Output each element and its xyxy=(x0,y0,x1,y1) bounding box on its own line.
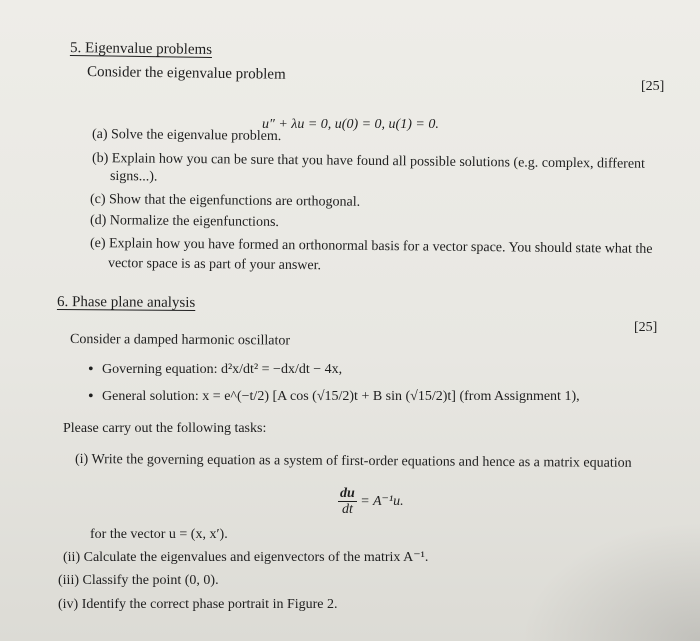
q5-intro: Consider the eigenvalue problem xyxy=(86,64,286,83)
q5-marks: [25] xyxy=(641,79,665,94)
q5-equation: u″ + λu = 0, u(0) = 0, u(1) = 0. xyxy=(262,117,439,132)
q6-general-solution: General solution: x = e^(−t/2) [A cos (√15/2)t + B sin (√15/2)t] (from Assignment 1), xyxy=(102,389,580,404)
q5-heading: 5. Eigenvalue problems xyxy=(69,40,213,58)
q6-task-ii: (ii) Calculate the eigenvalues and eigenvectors of the matrix A⁻¹. xyxy=(63,550,429,565)
matrix-equation xyxy=(338,486,404,517)
q6-heading: 6. Phase plane analysis xyxy=(56,294,196,311)
q6-task-i: (i) Write the governing equation as a system of first-order equations and hence as a matrix equation xyxy=(74,452,632,471)
q6-intro: Consider a damped harmonic oscillator xyxy=(69,332,291,349)
q6-governing-equation: Governing equation: d²x/dt² = −dx/dt − 4x, xyxy=(102,362,343,377)
bullet-icon: • xyxy=(88,388,94,405)
q6-task-iii: (iii) Classify the point (0, 0). xyxy=(58,573,219,588)
q5-part-c: (c) Show that the eigenfunctions are orthogonal. xyxy=(89,192,361,210)
q6-tasks-intro: Please carry out the following tasks: xyxy=(63,421,267,436)
matrix-equation-rhs: = A⁻¹u. xyxy=(360,494,404,509)
du-dt-fraction xyxy=(338,486,357,517)
q5-part-b-line2: signs...). xyxy=(109,169,158,185)
q5-part-a: (a) Solve the eigenvalue problem. xyxy=(91,127,282,144)
q5-part-d: (d) Normalize the eigenfunctions. xyxy=(89,213,280,230)
fraction-numerator: du xyxy=(340,486,355,501)
q6-marks: [25] xyxy=(634,320,658,335)
q5-part-b-line1: (b) Explain how you can be sure that you have found all possible solutions (e.g. complex, different xyxy=(91,151,646,172)
q6-task-iv: (iv) Identify the correct phase portrait in Figure 2. xyxy=(58,597,338,612)
q5-part-e-line2: vector space is as part of your answer. xyxy=(107,256,322,274)
bullet-icon: • xyxy=(88,361,94,378)
q6-for-vector: for the vector u = (x, x′). xyxy=(90,527,228,542)
q5-part-e-line1: (e) Explain how you have formed an orthonormal basis for a vector space. You should state what the xyxy=(89,236,653,257)
fraction-denominator: dt xyxy=(341,502,353,517)
photo-shadow xyxy=(520,521,700,641)
